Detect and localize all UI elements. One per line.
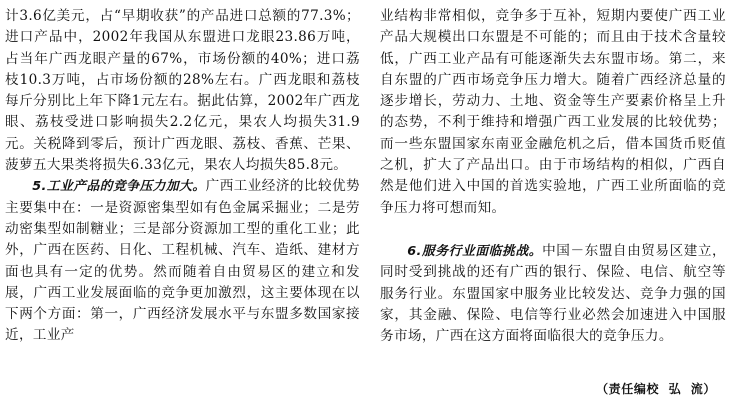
left-column <box>5 6 360 347</box>
paragraph-spacer <box>380 219 726 241</box>
section-5-text: 广西工业经济的比较优势主要集中在：一是资源密集型如有色金属采掘业；二是劳动密集型如制糖业；三是部分资源加工型的重化工业；此外，广西在医药、日化、工程机械、汽车、造纸、建材方面也具有一定的优势。然而随着自由贸易区的建立和发展，广西工业发展面临的竞争更加激烈，这主要体现在以下两个方面：第一，广西经济发展水平与东盟多数国家接近，工业产 <box>5 178 360 344</box>
paragraph-section-6 <box>380 241 726 347</box>
section-5-heading: 5.工业产品的竞争压力加大。 <box>32 179 206 195</box>
paragraph-continuation-left: 计3.6亿美元，占“早期收获”的产品进口总额的77.3%；进口产品中，2002年我国从东盟进口龙眼23.86万吨，占当年广西龙眼产量的67%，市场份额的40%；进口荔枝10.3万吨，占市场份额的28%左右。广西龙眼和荔枝每斤分别比上年下降1元左右。据此估算，2002年广西龙眼、荔枝受进口影响损失2.2亿元，果农人均损失31.9元。关税降到零后，预计广西龙眼、荔枝、香蕉、芒果、菠萝五大果类将损失6.33亿元，果农人均损失85.8元。 <box>5 8 360 174</box>
right-column <box>380 6 726 347</box>
section-6-text: 中国－东盟自由贸易区建立，同时受到挑战的还有广西的银行、保险、电信、航空等服务行业。东盟国家中服务业比较发达、竞争力强的国家，其金融、保险、电信等行业必然会加速进入中国服务市场，广西在这方面将面临很大的竞争压力。 <box>380 242 726 345</box>
paragraph-section-5 <box>5 176 360 346</box>
editor-credit: （责任编校 弘 流） <box>596 382 716 396</box>
paragraph-continuation-right: 业结构非常相似，竞争多于互补，短期内要使广西工业产品大规模出口东盟是不可能的；而且由于技术含量较低，广西工业产品有可能逐渐失去东盟市场。第二，来自东盟的广西市场竞争压力增大。随着广西经济总量的逐步增长，劳动力、土地、资金等生产要素价格呈上升的态势，不利于维持和增强广西工业发展的比较优势；而一些东盟国家东南亚金融危机之后，借本国货币贬值之机，扩大了产品出口。由于市场结构的相似，广西自然是他们进入中国的首选实验地，广西工业所面临的竞争压力将可想而知。 <box>380 8 726 216</box>
section-6-heading: 6.服务行业面临挑战。 <box>407 243 543 259</box>
